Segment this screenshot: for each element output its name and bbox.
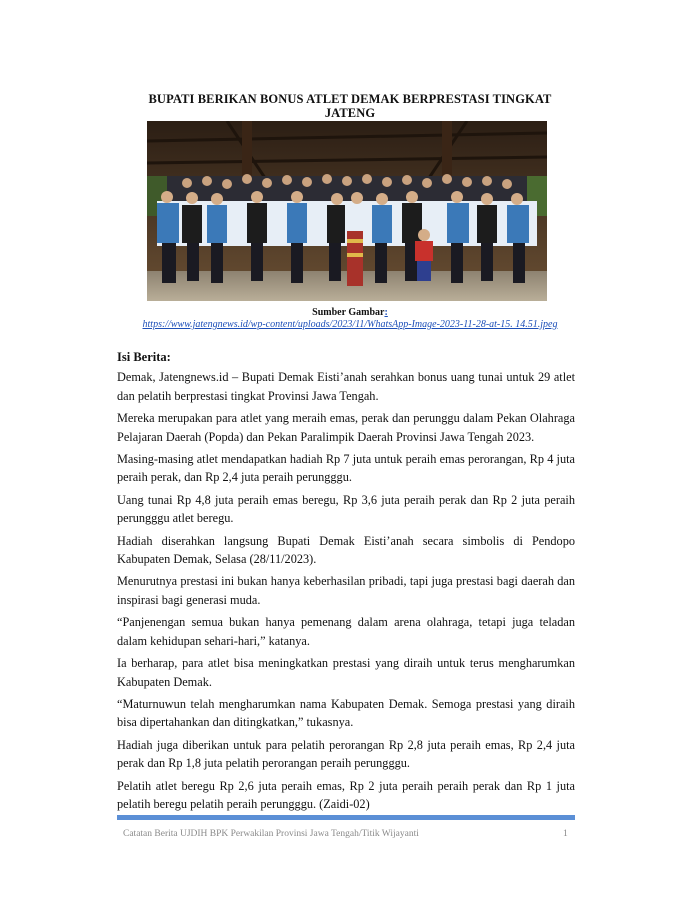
paragraph: “Maturnuwun telah mengharumkan nama Kabupaten Demak. Semoga prestasi yang diraih bisa dipertahankan dan ditingkatkan,” tukasnya.	[117, 696, 575, 730]
image-source-link[interactable]: https://www.jatengnews.id/wp-content/uploads/2023/11/WhatsApp-Image-2023-11-28-at-15. 14.51.jpeg	[142, 319, 558, 330]
paragraph: Ia berharap, para atlet bisa meningkatkan prestasi yang diraih untuk terus mengharumkan Kabupaten Demak.	[117, 656, 575, 689]
paragraph: Hadiah juga diberikan untuk para pelatih perorangan Rp 2,8 juta peraih emas, Rp 2,4 juta perak dan Rp 1,8 juta pelatih perorangan peraih perungggu.	[117, 737, 575, 771]
paragraph: Uang tunai Rp 4,8 juta peraih emas beregu, Rp 3,6 juta peraih perak dan Rp 2 juta peraih perungggu atlet beregu.	[117, 492, 575, 526]
paragraph: Masing-masing atlet mendapatkan hadiah Rp 7 juta untuk peraih emas perorangan, Rp 4 juta peraih perak, dan Rp 2,4 juta peraih perungggu.	[117, 452, 575, 485]
image-credit	[100, 307, 600, 319]
paragraph: Menurutnya prestasi ini bukan hanya keberhasilan pribadi, tapi juga prestasi bagi daerah dan inspirasi bagi generasi muda.	[117, 574, 575, 607]
article-title: BUPATI BERIKAN BONUS ATLET DEMAK BERPRESTASI TINGKAT JATENG	[148, 92, 552, 120]
page-number: 1	[563, 829, 568, 839]
image-credit-colon[interactable]: :	[384, 307, 388, 318]
news-photo	[147, 121, 547, 301]
image-credit-label: Sumber Gambar	[312, 307, 385, 318]
paragraph: Hadiah diserahkan langsung Bupati Demak Eisti’anah secara simbolis di Pendopo Kabupaten Demak, Selasa (28/11/2023).	[117, 533, 575, 567]
footer-divider	[117, 815, 575, 820]
paragraph: Demak, Jatengnews.id – Bupati Demak Eisti’anah serahkan bonus uang tunai untuk 29 atlet dan pelatih berprestasi tingkat Provinsi Jawa Tengah.	[117, 370, 575, 403]
article-body	[117, 348, 575, 817]
paragraph: “Panjenengan semua bukan hanya pemenang dalam arena olahraga, tetapi juga teladan dalam kehidupan sehari-hari,” katanya.	[117, 615, 575, 648]
footer-text: Catatan Berita UJDIH BPK Perwakilan Provinsi Jawa Tengah/Titik Wijayanti	[123, 829, 419, 839]
section-heading: Isi Berita:	[117, 350, 171, 364]
paragraph: Pelatih atlet beregu Rp 2,6 juta peraih emas, Rp 2 juta peraih peraih perak dan Rp 1 juta pelatih beregu pelatih peraih perungggu. (Zaidi-02)	[117, 778, 575, 811]
paragraph: Mereka merupakan para atlet yang meraih emas, perak dan perunggu dalam Pekan Olahraga Pelajaran Daerah (Popda) dan Pekan Paralimpik Daerah Provinsi Jawa Tengah 2023.	[117, 411, 575, 444]
